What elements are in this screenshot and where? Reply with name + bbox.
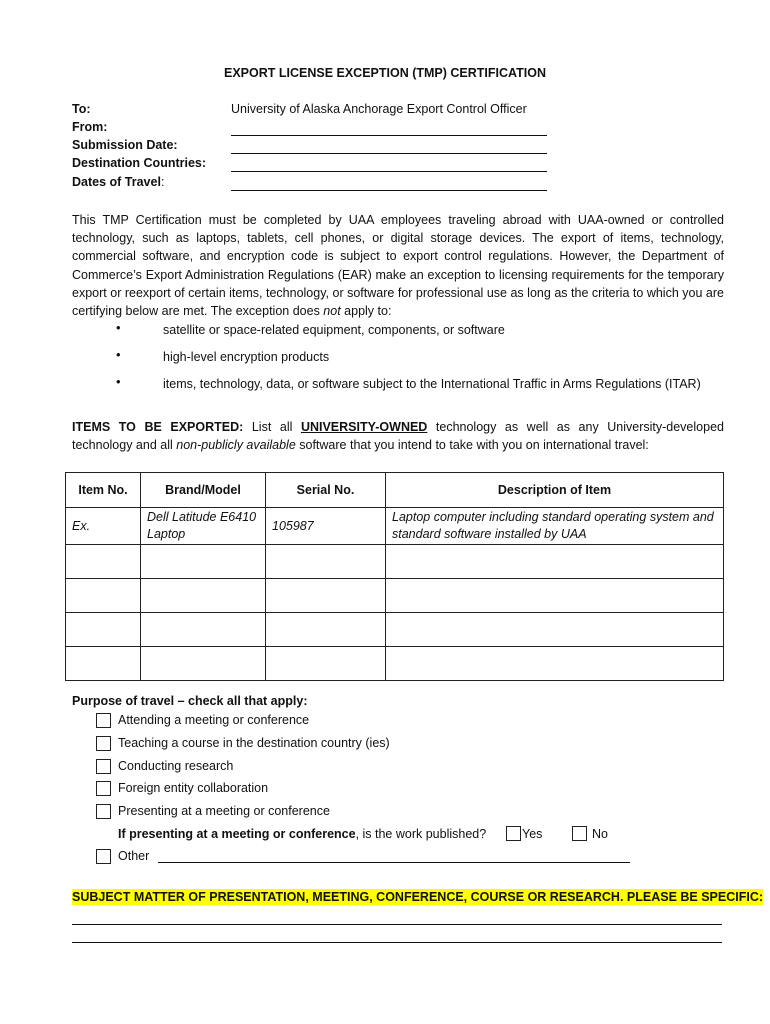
- yes-label: Yes: [522, 827, 543, 841]
- example-item-no: Ex.: [66, 508, 141, 545]
- items-italic: non-publicly available: [176, 438, 296, 453]
- table-cell[interactable]: [141, 647, 266, 681]
- option-label: Conducting research: [118, 759, 234, 773]
- items-table: [65, 472, 724, 681]
- option-label: Attending a meeting or conference: [118, 713, 310, 727]
- col-item-no: Item No.: [66, 473, 141, 508]
- checkbox-research[interactable]: [96, 759, 111, 774]
- other-label: Other: [118, 849, 150, 863]
- published-question-bold: If presenting at a meeting or conference: [118, 827, 356, 841]
- items-underlined: UNIVERSITY-OWNED: [300, 420, 428, 434]
- example-serial-no: 105987: [266, 508, 386, 545]
- submission-date-label: Submission Date:: [72, 138, 178, 152]
- to-value: University of Alaska Anchorage Export Control Officer: [231, 102, 527, 116]
- table-row: [66, 613, 724, 647]
- table-cell[interactable]: [66, 647, 141, 681]
- table-row: [66, 647, 724, 681]
- option-label: Foreign entity collaboration: [118, 781, 269, 795]
- purpose-heading: Purpose of travel – check all that apply:: [72, 694, 308, 708]
- published-question: [118, 827, 486, 841]
- bullet-icon: •: [116, 374, 121, 389]
- items-paragraph: [72, 418, 724, 454]
- table-cell[interactable]: [141, 579, 266, 613]
- table-row: [66, 545, 724, 579]
- example-description: Laptop computer including standard operating system and standard software installed by UAA: [386, 508, 724, 545]
- other-field[interactable]: [158, 862, 630, 863]
- items-text-1: List all: [243, 420, 301, 434]
- dates-of-travel-label: [72, 175, 164, 189]
- checkbox-other[interactable]: [96, 849, 111, 864]
- table-cell[interactable]: [141, 545, 266, 579]
- no-label: No: [592, 827, 608, 841]
- dates-of-travel-colon: :: [160, 175, 165, 189]
- table-cell[interactable]: [266, 545, 386, 579]
- submission-date-field[interactable]: [231, 141, 547, 154]
- bullet-icon: •: [116, 347, 121, 362]
- to-label: To:: [72, 102, 91, 116]
- subject-matter-line-2[interactable]: [72, 941, 722, 943]
- intro-emphasis: not: [323, 304, 341, 319]
- checkbox-published-no[interactable]: [572, 826, 587, 841]
- col-serial-no: Serial No.: [266, 473, 386, 508]
- table-header-row: [66, 473, 724, 508]
- from-label: From:: [72, 120, 108, 134]
- checkbox-published-yes[interactable]: [506, 826, 521, 841]
- table-cell[interactable]: [266, 647, 386, 681]
- dates-of-travel-field[interactable]: [231, 178, 547, 191]
- destination-countries-label: Destination Countries:: [72, 156, 207, 170]
- col-brand-model: Brand/Model: [141, 473, 266, 508]
- option-label: Teaching a course in the destination country (ies): [118, 736, 390, 750]
- table-cell[interactable]: [266, 613, 386, 647]
- bullet-item: satellite or space-related equipment, components, or software: [163, 323, 505, 337]
- bullet-icon: •: [116, 320, 121, 335]
- table-cell[interactable]: [66, 613, 141, 647]
- example-brand-model: Dell Latitude E6410 Laptop: [141, 508, 266, 545]
- checkbox-attending[interactable]: [96, 713, 111, 728]
- table-cell[interactable]: [66, 545, 141, 579]
- checkbox-teaching[interactable]: [96, 736, 111, 751]
- table-cell[interactable]: [386, 579, 724, 613]
- col-description: Description of Item: [386, 473, 724, 508]
- intro-text-2: apply to:: [340, 304, 392, 319]
- table-cell[interactable]: [66, 579, 141, 613]
- checkbox-presenting[interactable]: [96, 804, 111, 819]
- subject-matter-label: SUBJECT MATTER OF PRESENTATION, MEETING, CONFERENCE, COURSE OR RESEARCH. PLEASE BE SPECIFIC:: [72, 890, 764, 904]
- table-cell[interactable]: [386, 647, 724, 681]
- intro-text-1: This TMP Certification must be completed by UAA employees traveling abroad with UAA-owned or controlled technology, such as laptops, tablets, cell phones, or digital storage devices. The export of items, technology, commercial software, and encryption code is subject to export control regulations. However, the Department of Commerce’s Export Administration Regulations (EAR) make an exception to licensing requirements for the temporary export or reexport of certain items, technology, or software for professional use as long as the criteria to which you are certifying below are met. The exception does: [72, 213, 724, 319]
- published-question-rest: , is the work published?: [355, 827, 487, 841]
- table-cell[interactable]: [386, 613, 724, 647]
- form-title: EXPORT LICENSE EXCEPTION (TMP) CERTIFICATION: [223, 66, 546, 80]
- table-cell[interactable]: [141, 613, 266, 647]
- checkbox-collaboration[interactable]: [96, 781, 111, 796]
- dates-of-travel-text: Dates of Travel: [72, 175, 161, 189]
- table-row: [66, 579, 724, 613]
- items-label: ITEMS TO BE EXPORTED:: [72, 420, 244, 434]
- table-row-example: [66, 508, 724, 545]
- table-cell[interactable]: [386, 545, 724, 579]
- subject-matter-line-1[interactable]: [72, 923, 722, 925]
- bullet-item: items, technology, data, or software subject to the International Traffic in Arms Regulations (ITAR): [163, 377, 701, 391]
- items-text-2: technology as well as any University-developed technology and all: [72, 420, 724, 453]
- destination-countries-field[interactable]: [231, 159, 547, 172]
- bullet-item: high-level encryption products: [163, 350, 330, 364]
- intro-paragraph: [72, 211, 724, 320]
- table-cell[interactable]: [266, 579, 386, 613]
- from-field[interactable]: [231, 123, 547, 136]
- items-text-3: software that you intend to take with you on international travel:: [295, 438, 649, 453]
- option-label: Presenting at a meeting or conference: [118, 804, 330, 818]
